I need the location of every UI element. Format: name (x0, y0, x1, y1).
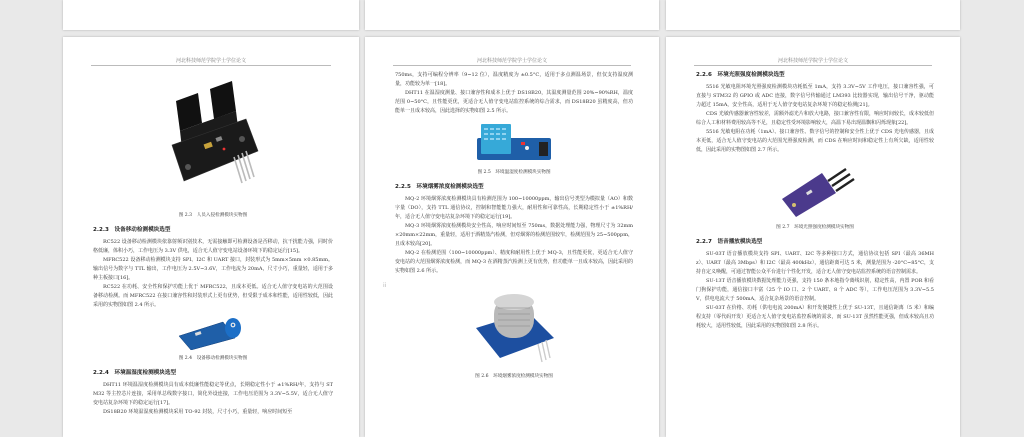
paragraph: MFRC522 设备移动检测模块支持 SPI、I2C 和 UART 接口，封装形式为 5mm×5mm ×0.85mm。输出信号为数字与 TTL 输出，工作电压为 2.5V~3.6V，工作电流为 20mA，尺寸小巧，重量轻，适用于多种主板接口[16]。 (93, 257, 333, 281)
section-2-2-3-title: 2.2.3 设备移动检测模块选型 (93, 227, 171, 233)
figure-photo-interrupter-sensor (158, 71, 268, 207)
document-page-1 (63, 37, 359, 437)
paragraph: DHT11 在温湿度测量、接口兼容性和成本上优于 DS18B20，其温度测量范围 20%~90%RH，温度范围 0~50°C，且性能更优，更适合无人值守变电站监控系统的综合需求，而 DS18B20 虽精度高，但功能单一且成本较高，因此选择的实物如图 2.5 所示。 (395, 90, 633, 114)
figure-2-5-caption: 图 2.5 环境温湿度检测模块实物图 (477, 170, 551, 175)
figure-2-7-caption: 图 2.7 环境光照强度检测模块实物图 (776, 225, 854, 230)
running-header: 河北科技师范学院学士学位论文 (777, 58, 848, 64)
paragraph: MQ-2 在检测范围（100~10000ppm）、精度和耐用性上优于 MQ-3，且性能更优，更适合无人值守变电站的大范围烟雾浓度检测，而 MQ-3 在酒精蒸汽检测上更有优势，但功能单一且成本较高，因此采用的实物如图 2.6 所示。 (395, 250, 633, 274)
running-header: 河北科技师范学院学士学位论文 (175, 58, 246, 64)
section-2-2-7-title: 2.2.7 语音播放模块选型 (696, 239, 763, 245)
paragraph: 5516 光敏电阻环境光照强度检测模块功耗低至 1mA，支持 3.3V~5V 工作电压，接口兼容性强，可直接与 STM32 的 GPIO 或 ADC 连接，数字信号传输通过 LM393 比较器实现，输出信号干净，驱动能力超过 15mA，安全性高，适用于无人值守变电站复杂环境下的稳定检测[21]。 (696, 84, 934, 108)
figure-light-sensor-module (772, 159, 858, 219)
header-rule (91, 65, 331, 66)
section-2-2-5-title: 2.2.5 环境烟雾浓度检测模块选型 (395, 184, 484, 190)
figure-2-6-caption: 图 2.6 环境烟雾浓度检测模块实物图 (475, 374, 553, 379)
paragraph: SU-03T 在价格、功耗（供电电流 200mA）和开发便捷性上优于 SU-13T，且通信距离（5 米）和编程支持（零代码开发）更适合无人值守变电站监控系统的需求，而 SU-13T 虽然性能更强，但成本较高且功耗较大，适用性较低，因此采用的实物图如图 2.8 所示。 (696, 305, 934, 329)
paragraph: MQ-2 环境烟雾浓度检测模块具有检测范围为 100~10000ppm，输出信号类型为模拟量（AO）和数字量（DO），支持 TTL 通信协议，控制和智能能力强大，耐用性和可靠性高，长期稳定性小于 ±1%RH/年，适合无人值守变电站复杂环境下的稳定运行[19]。 (395, 196, 633, 220)
document-page-2 (365, 37, 659, 437)
previous-page-left (63, 0, 359, 30)
figure-rfid-module (173, 314, 253, 350)
previous-page-right (666, 0, 960, 30)
paragraph: RC522 设备移动检测模块依靠射频识别技术，无需接触即可检测设备是否移动，抗干扰能力强，同时价格低廉，体积小巧，工作电压为 3.3V 供电，适合无人值守变电站设备环境下的稳定运行[15]。 (93, 239, 333, 254)
paragraph: 750ms，支持可编程分辨率（9~12 位），温度精度为 ±0.5°C，适用于多点测温场景，但仅支持温度测量，功能较为单一[18]。 (395, 72, 633, 87)
paragraph: SU-03T 语音播放模块支持 SPI、UART、I2C 等多种接口方式，通信协议包括 SPI（最高 36MHz）、UART（最高 3Mbps）和 I2C（最高 400kHz），通信距离可达 5 米，测量范围为 -20°C~85°C，支持自定义唤醒，可通过智能公众平台进行个性化开发，适合无人值守变电站监控系统的语音控制需求。 (696, 251, 934, 275)
figure-mq2-module (468, 282, 560, 368)
header-rule (393, 65, 631, 66)
paragraph: MQ-3 环境烟雾浓度检测模块安全性高，响应时间短至 750ms，数据处理能力强，物理尺寸为 32mm×20mm×22mm，重量轻，适用于酒精蒸汽检测，但对烟雾的检测范围较窄，检测范围为 25~500ppm，且成本较高[20]。 (395, 223, 633, 247)
figure-2-3-caption: 图 2.3 人员入侵检测模块实物图 (178, 213, 248, 218)
paragraph: DS18B20 环境温湿度检测模块采用 TO-92 封装，尺寸小巧，重量轻，响应时间短至 (103, 409, 293, 415)
previous-page-middle (365, 0, 659, 30)
paragraph: RC522 在功耗、安全性和保护功能上优于 MFRC522，且成本更低。适合无人值守变电站的大范围设备移动检测。而 MFRC522 在接口兼容性和封装形式上更有优势，但受限于成本和性能，适用性较低，因此采用的实物图如图 2.4 所示。 (93, 284, 333, 308)
paragraph: 5516 光敏电阻在功耗（1mA）、接口兼容性、数字信号的控制和安全性上优于 CDS 光电传感器，且成本更低，适合无人值守变电站的大范围光照强度检测，而 CDS 在响应时间和稳定性上有所欠缺，适用性较低，因此采用的实物图如图 2.7 所示。 (696, 129, 934, 153)
document-page-3 (666, 37, 960, 437)
paragraph: DHT11 环境温湿度检测模块具有成本低廉性能稳定等优点，长期稳定性小于 ±1%RH/年，支持与 STM32 等主控芯片连接，采用单总线数字接口，简化外设连接，工作电压范围为 3.3V~5.5V，适合无人值守变电站复杂环境下的稳定运行[17]。 (93, 382, 333, 406)
paragraph: SU-13T 语音播放模块数据处理能力更强，支持 150 条本地指令离线识别，稳定性高，内置 POR 和看门狗保护功能，通信接口丰富（25 个 IO 口、2 个 UART、8 个 ADC 等），工作电压范围为 3.3V~5.5V，供电电流大于 500mA，适合复杂场景的语音控制。 (696, 278, 934, 302)
figure-dht11-module (473, 120, 555, 164)
section-2-2-6-title: 2.2.6 环境光照强度检测模块选型 (696, 72, 785, 78)
paragraph: CDS 光敏传感器兼容性较差，需额外滤光片和放大电路，接口兼容性有限，响应时间较长，成本较低但综合人工和材料费用较高等不足，且稳定性受环境影响较大，高温下易出现温飘和闪烁现象[22]。 (696, 111, 934, 126)
drag-handle-icon[interactable]: ⁞⁞ (383, 282, 387, 289)
running-header: 河北科技师范学院学士学位论文 (476, 58, 547, 64)
section-2-2-4-title: 2.2.4 环境温湿度检测模块选型 (93, 370, 177, 376)
header-rule (694, 65, 932, 66)
figure-2-4-caption: 图 2.4 设备移动检测模块实物图 (178, 356, 248, 361)
